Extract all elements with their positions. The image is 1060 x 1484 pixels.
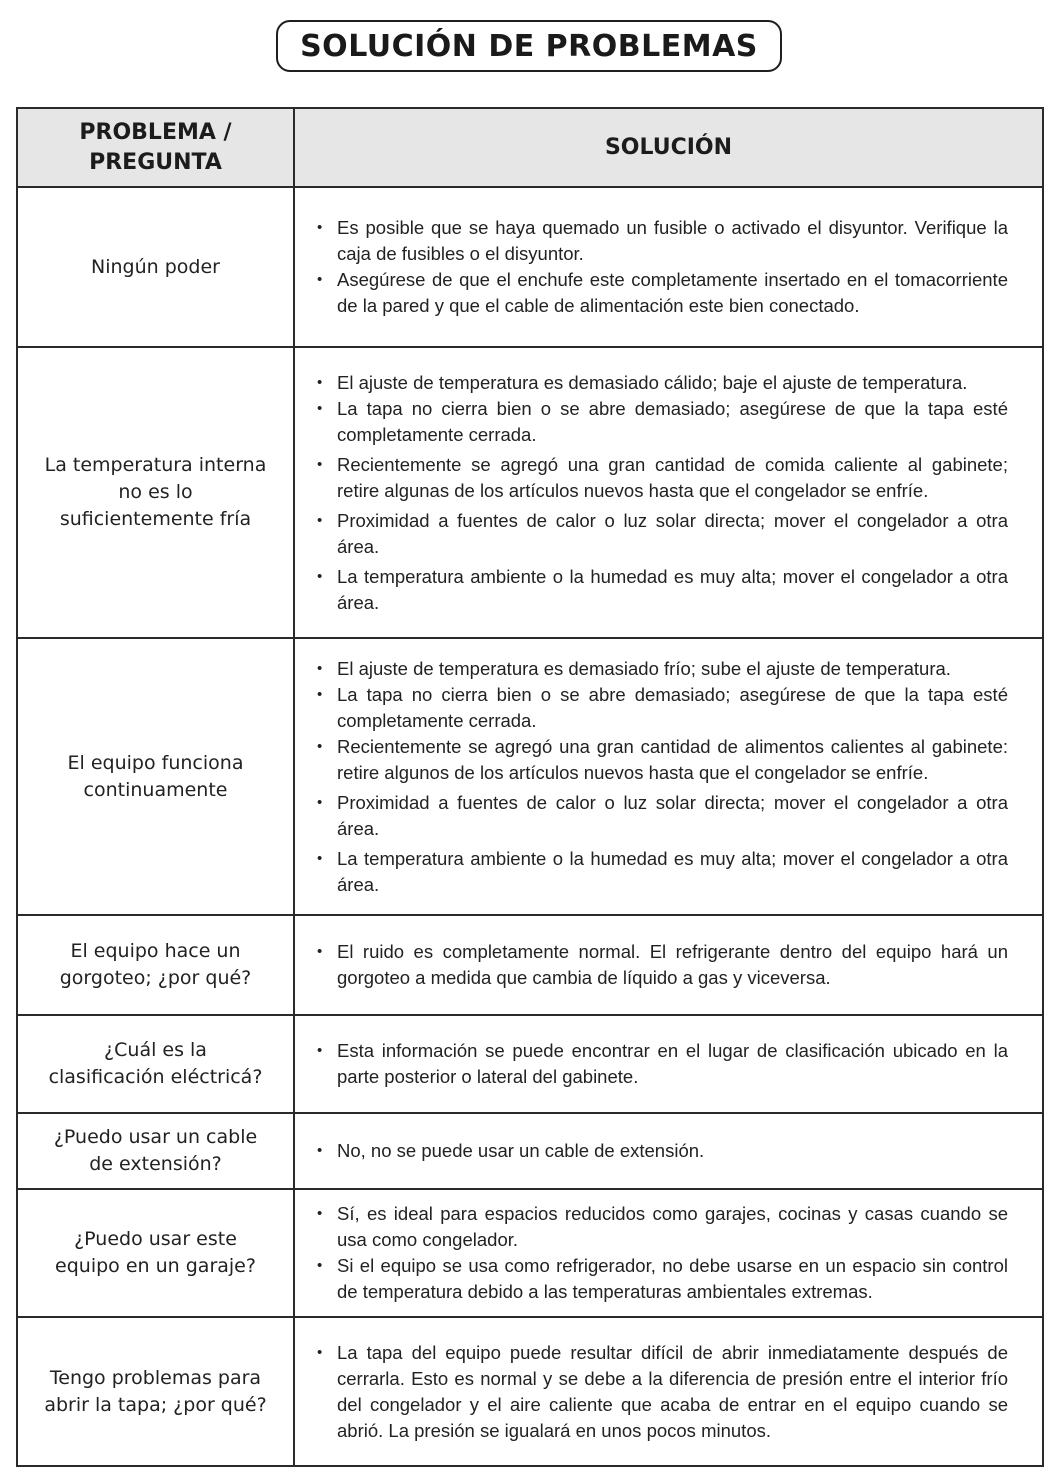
solution-cell bbox=[294, 187, 1043, 347]
title-box bbox=[276, 20, 782, 72]
list-item bbox=[315, 564, 1008, 616]
solution-text: El ruido es completamente normal. El refrigerante dentro del equipo hará un gorgoteo a medida que cambia de líquido a gas y viceversa. bbox=[337, 941, 1008, 988]
bullet-icon: • bbox=[317, 659, 323, 677]
troubleshooting-table bbox=[16, 107, 1044, 1467]
solution-cell bbox=[294, 1317, 1043, 1466]
solution-text: Proximidad a fuentes de calor o luz solar directa; mover el congelador a otra área. bbox=[337, 509, 1008, 557]
table-header-row bbox=[17, 108, 1043, 187]
bullet-icon: • bbox=[317, 1257, 323, 1274]
list-item bbox=[315, 1340, 1008, 1444]
list-item bbox=[315, 1138, 1008, 1164]
header-solution-label: SOLUCIÓN bbox=[604, 134, 733, 160]
solution-cell bbox=[294, 915, 1043, 1015]
table-row bbox=[17, 915, 1043, 1015]
solution-cell bbox=[294, 1189, 1043, 1317]
list-item bbox=[315, 215, 1008, 267]
list-item bbox=[315, 734, 1008, 786]
solution-text: La temperatura ambiente o la humedad es muy alta; mover el congelador a otra área. bbox=[337, 565, 1008, 613]
solution-text: No, no se puede usar un cable de extensión. bbox=[337, 1140, 705, 1161]
bullet-icon: • bbox=[317, 943, 323, 960]
problem-cell: La temperatura interna no es lo suficientemente fría bbox=[17, 347, 294, 638]
list-item bbox=[315, 656, 1008, 682]
list-item bbox=[315, 1253, 1008, 1305]
list-item bbox=[315, 682, 1008, 734]
table-row bbox=[17, 1189, 1043, 1317]
solution-cell bbox=[294, 638, 1043, 915]
problem-cell: El equipo funciona continuamente bbox=[17, 638, 294, 915]
problem-cell: ¿Puedo usar este equipo en un garaje? bbox=[17, 1189, 294, 1317]
solution-list bbox=[315, 1201, 1008, 1305]
solution-cell bbox=[294, 347, 1043, 638]
list-item bbox=[315, 396, 1008, 448]
solution-list bbox=[315, 1138, 1008, 1164]
table-row bbox=[17, 187, 1043, 347]
solution-list bbox=[315, 370, 1008, 616]
solution-text: Asegúrese de que el enchufe este completamente insertado en el tomacorriente de la pared y que el cable de alimentación este bien conectado. bbox=[337, 269, 1008, 316]
list-item bbox=[315, 452, 1008, 504]
header-problem bbox=[17, 108, 294, 187]
solution-text: La tapa no cierra bien o se abre demasiado; asegúrese de que la tapa esté completamente cerrada. bbox=[337, 683, 1008, 731]
list-item bbox=[315, 790, 1008, 842]
list-item bbox=[315, 508, 1008, 560]
bullet-icon: • bbox=[317, 1042, 323, 1059]
bullet-icon: • bbox=[317, 511, 323, 529]
table-row bbox=[17, 1113, 1043, 1189]
solution-list bbox=[315, 1038, 1008, 1090]
header-solution bbox=[294, 108, 1043, 187]
problem-cell: Tengo problemas para abrir la tapa; ¿por qué? bbox=[17, 1317, 294, 1466]
bullet-icon: • bbox=[317, 399, 323, 417]
solution-text: La tapa del equipo puede resultar difícil de abrir inmediatamente después de cerrarla. Esto es normal y se debe a la diferencia de presión entre el interior frío del congelador y el aire caliente que acaba de entrar en el equipo cuando se abrió. La presión se igualará en unos pocos minutos. bbox=[337, 1341, 1008, 1441]
solution-cell bbox=[294, 1113, 1043, 1189]
list-item bbox=[315, 370, 1008, 396]
bullet-icon: • bbox=[317, 271, 323, 288]
header-problem-label: PROBLEMA / PREGUNTA bbox=[79, 119, 232, 175]
solution-list bbox=[315, 656, 1008, 898]
solution-text: La tapa no cierra bien o se abre demasiado; asegúrese de que la tapa esté completamente cerrada. bbox=[337, 397, 1008, 445]
bullet-icon: • bbox=[317, 1205, 323, 1222]
list-item bbox=[315, 846, 1008, 898]
list-item bbox=[315, 1201, 1008, 1253]
bullet-icon: • bbox=[317, 373, 323, 391]
solution-text: El ajuste de temperatura es demasiado frío; sube el ajuste de temperatura. bbox=[337, 657, 951, 679]
problem-cell: Ningún poder bbox=[17, 187, 294, 347]
solution-text: Es posible que se haya quemado un fusible o activado el disyuntor. Verifique la caja de fusibles o el disyuntor. bbox=[337, 217, 1008, 264]
bullet-icon: • bbox=[317, 1343, 323, 1361]
problem-cell: ¿Puedo usar un cable de extensión? bbox=[17, 1113, 294, 1189]
solution-text: Si el equipo se usa como refrigerador, no debe usarse en un espacio sin control de temperatura debido a las temperaturas ambientales extremas. bbox=[337, 1255, 1008, 1302]
problem-cell: El equipo hace un gorgoteo; ¿por qué? bbox=[17, 915, 294, 1015]
solution-text: El ajuste de temperatura es demasiado cálido; baje el ajuste de temperatura. bbox=[337, 371, 968, 393]
bullet-icon: • bbox=[317, 685, 323, 703]
list-item bbox=[315, 267, 1008, 319]
bullet-icon: • bbox=[317, 455, 323, 473]
solution-text: Recientemente se agregó una gran cantidad de comida caliente al gabinete; retire algunas de los artículos nuevos hasta que el congelador se enfríe. bbox=[337, 453, 1008, 501]
solution-list bbox=[315, 215, 1008, 319]
list-item bbox=[315, 1038, 1008, 1090]
bullet-icon: • bbox=[317, 737, 323, 755]
solution-text: Proximidad a fuentes de calor o luz solar directa; mover el congelador a otra área. bbox=[337, 791, 1008, 839]
bullet-icon: • bbox=[317, 1142, 323, 1159]
table-row bbox=[17, 638, 1043, 915]
page-title: SOLUCIÓN DE PROBLEMAS bbox=[300, 28, 758, 64]
solution-cell bbox=[294, 1015, 1043, 1113]
problem-cell: ¿Cuál es la clasificación eléctricá? bbox=[17, 1015, 294, 1113]
list-item bbox=[315, 939, 1008, 991]
solution-text: Sí, es ideal para espacios reducidos como garajes, cocinas y casas cuando se usa como congelador. bbox=[337, 1203, 1008, 1250]
bullet-icon: • bbox=[317, 219, 323, 236]
table-row bbox=[17, 347, 1043, 638]
solution-text: Recientemente se agregó una gran cantidad de alimentos calientes al gabinete: retire algunos de los artículos nuevos hasta que el congelador se enfríe. bbox=[337, 735, 1008, 783]
bullet-icon: • bbox=[317, 849, 323, 867]
table-row bbox=[17, 1015, 1043, 1113]
table-row bbox=[17, 1317, 1043, 1466]
solution-list bbox=[315, 939, 1008, 991]
solution-list bbox=[315, 1340, 1008, 1444]
solution-text: Esta información se puede encontrar en el lugar de clasificación ubicado en la parte posterior o lateral del gabinete. bbox=[337, 1040, 1008, 1087]
bullet-icon: • bbox=[317, 793, 323, 811]
solution-text: La temperatura ambiente o la humedad es muy alta; mover el congelador a otra área. bbox=[337, 847, 1008, 895]
bullet-icon: • bbox=[317, 567, 323, 585]
